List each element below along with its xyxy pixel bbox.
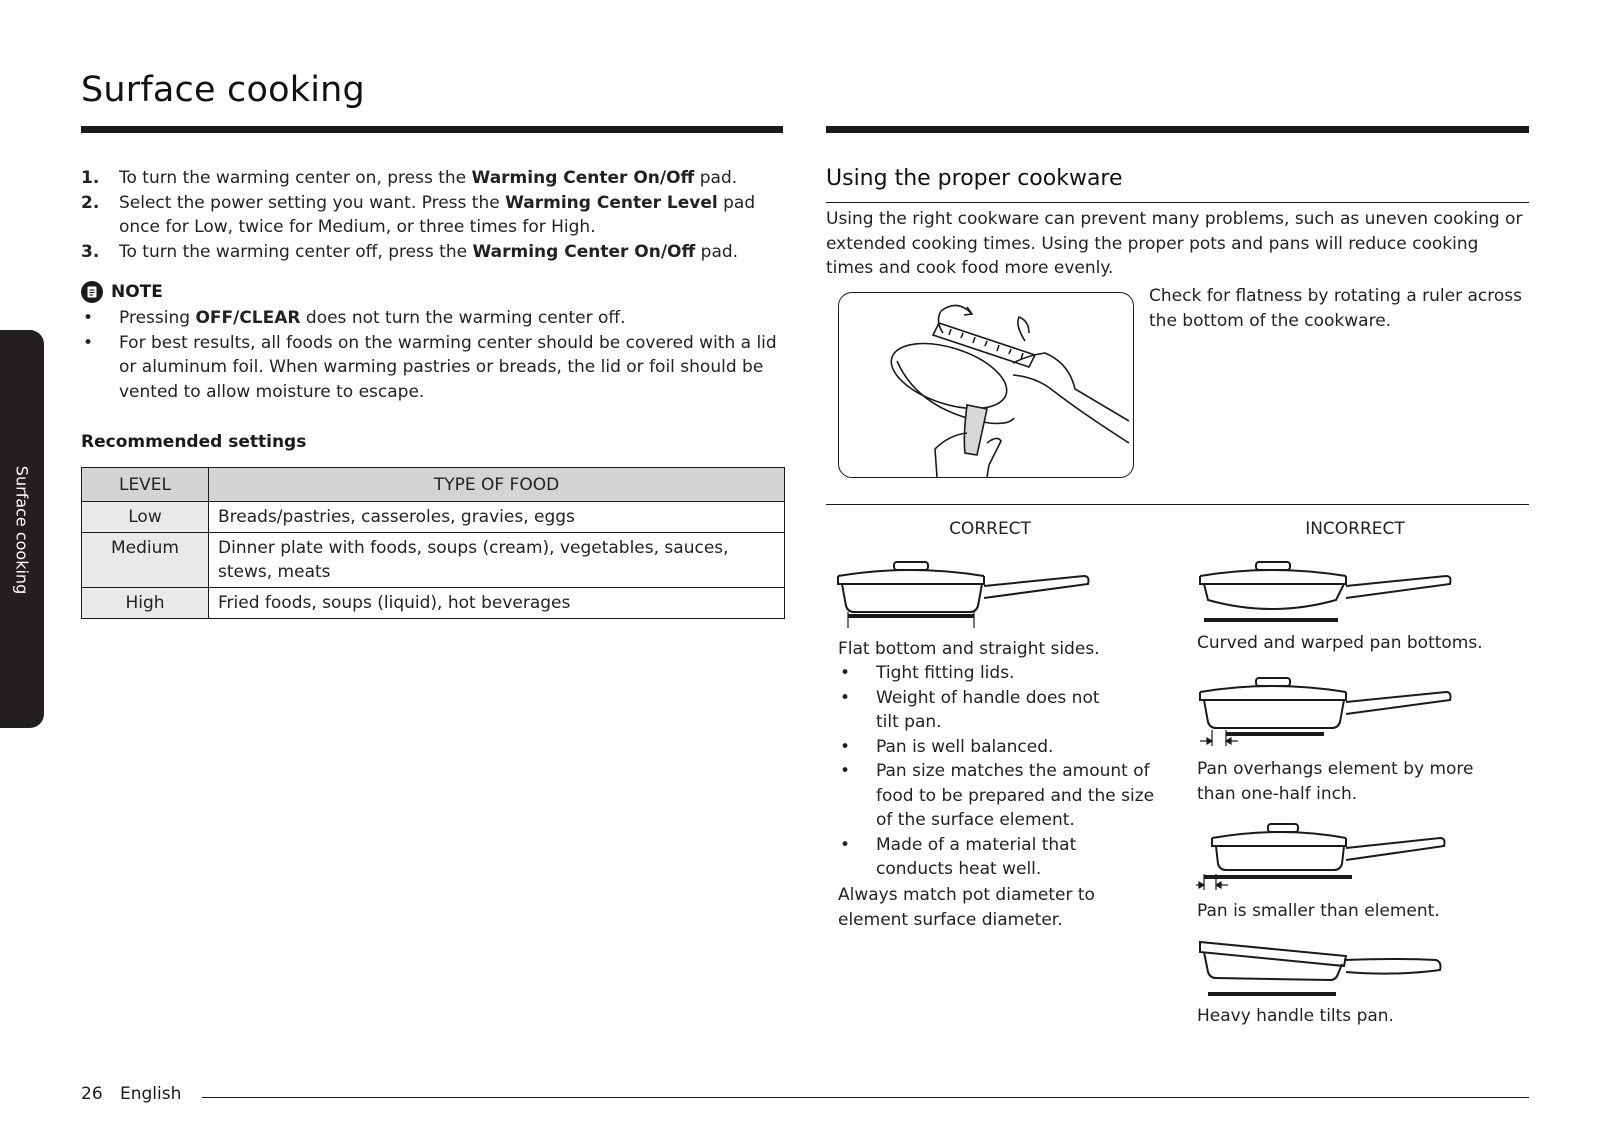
- note-item: [81, 306, 786, 331]
- correct-item: • Tight fitting lids.: [838, 661, 1158, 686]
- steps-list-container: [81, 166, 786, 264]
- column-header-level: LEVEL: [82, 468, 209, 502]
- table-header-row: [82, 468, 785, 502]
- intro-paragraph: Using the right cookware can prevent many problems, such as uneven cooking or extended cooking times. Using the proper pots and pans will reduce cooking times and cook food more evenly.: [826, 209, 1523, 278]
- step-bold: Warming Center On/Off: [472, 241, 696, 262]
- step-item: [81, 240, 786, 265]
- correct-lead: Flat bottom and straight sides.: [838, 639, 1100, 659]
- food-cell: Fried foods, soups (liquid), hot beverages: [209, 588, 785, 619]
- correct-item: • Weight of handle does not tilt pan.: [838, 686, 1126, 735]
- step-number: 2.: [81, 192, 100, 213]
- cookware-divider: [826, 504, 1529, 505]
- step-text: Select the power setting you want. Press the: [119, 192, 506, 213]
- incorrect-caption: Pan is smaller than element.: [1197, 901, 1440, 921]
- note-icon: [81, 281, 103, 303]
- level-cell: Medium: [82, 533, 209, 588]
- correct-tail: Always match pot diameter to element surface diameter.: [838, 885, 1095, 930]
- step-text: pad.: [694, 168, 738, 188]
- note-list-container: [81, 306, 786, 404]
- note-item: [81, 331, 786, 405]
- page-language: English: [120, 1084, 182, 1104]
- warped-pan-icon: [1196, 556, 1456, 624]
- food-cell: Breads/pastries, casseroles, gravies, eggs: [209, 502, 785, 533]
- correct-pan-icon: [834, 556, 1094, 634]
- table-row: [82, 533, 785, 588]
- step-text: To turn the warming center on, press the: [119, 168, 472, 188]
- note-list: [81, 306, 786, 404]
- section-title-rule: [826, 202, 1529, 203]
- step-number: 3.: [81, 241, 100, 262]
- note-heading: [81, 281, 163, 303]
- page-number: 26: [81, 1084, 103, 1104]
- left-title-rule: [81, 126, 783, 133]
- step-item: [81, 166, 786, 191]
- step-bold: Warming Center Level: [505, 192, 718, 213]
- level-cell: Low: [82, 502, 209, 533]
- step-number: 1.: [81, 168, 100, 188]
- side-tab-label: Surface cooking: [12, 465, 32, 595]
- small-pan-icon: [1196, 818, 1456, 898]
- correct-list-container: [838, 661, 1158, 882]
- tilted-pan-icon: [1196, 936, 1456, 1000]
- recommended-settings-title: Recommended settings: [81, 432, 307, 452]
- table-row: [82, 588, 785, 619]
- step-text: pad.: [695, 241, 739, 262]
- page-title: Surface cooking: [81, 70, 365, 110]
- note-label: NOTE: [111, 282, 163, 302]
- correct-item: • Made of a material that conducts heat well.: [838, 833, 1116, 882]
- ruler-flatness-icon: [839, 293, 1133, 477]
- chapter-side-tab[interactable]: [0, 330, 44, 728]
- incorrect-caption: Heavy handle tilts pan.: [1197, 1006, 1394, 1026]
- note-text: does not turn the warming center off.: [300, 308, 626, 328]
- table-row: [82, 502, 785, 533]
- overhang-pan-icon: [1196, 672, 1456, 754]
- section-title: Using the proper cookware: [826, 166, 1123, 191]
- note-text: Pressing: [119, 308, 196, 328]
- note-bold: OFF/CLEAR: [195, 308, 301, 328]
- flatness-caption: Check for flatness by rotating a ruler across the bottom of the cookware.: [1149, 286, 1522, 331]
- correct-item: • Pan is well balanced.: [838, 735, 1158, 760]
- incorrect-caption: Curved and warped pan bottoms.: [1197, 633, 1483, 653]
- incorrect-heading: INCORRECT: [1305, 519, 1405, 539]
- footer-rule: [202, 1097, 1529, 1098]
- step-text: To turn the warming center off, press the: [119, 241, 473, 262]
- flatness-check-illustration: [838, 292, 1134, 478]
- food-cell: Dinner plate with foods, soups (cream), vegetables, sauces, stews, meats: [209, 533, 785, 588]
- correct-heading: CORRECT: [949, 519, 1031, 539]
- level-cell: High: [82, 588, 209, 619]
- note-text: For best results, all foods on the warming center should be covered with a lid or aluminum foil. When warming pastries or breads, the lid or foil should be vented to allow moisture to escape.: [119, 332, 777, 402]
- settings-table: [81, 467, 785, 619]
- step-text: pad once for Low, twice for Medium, or three times for High.: [119, 192, 756, 237]
- incorrect-caption: Pan overhangs element by more than one-half inch.: [1197, 759, 1474, 804]
- correct-item: • Pan size matches the amount of food to be prepared and the size of the surface element.: [838, 759, 1158, 833]
- steps-list: [81, 166, 786, 264]
- right-title-rule: [826, 126, 1529, 133]
- column-header-food: TYPE OF FOOD: [209, 468, 785, 502]
- step-item: [81, 191, 786, 240]
- correct-list: [838, 661, 1158, 882]
- step-bold: Warming Center On/Off: [471, 168, 695, 188]
- note-glyph: [85, 285, 99, 299]
